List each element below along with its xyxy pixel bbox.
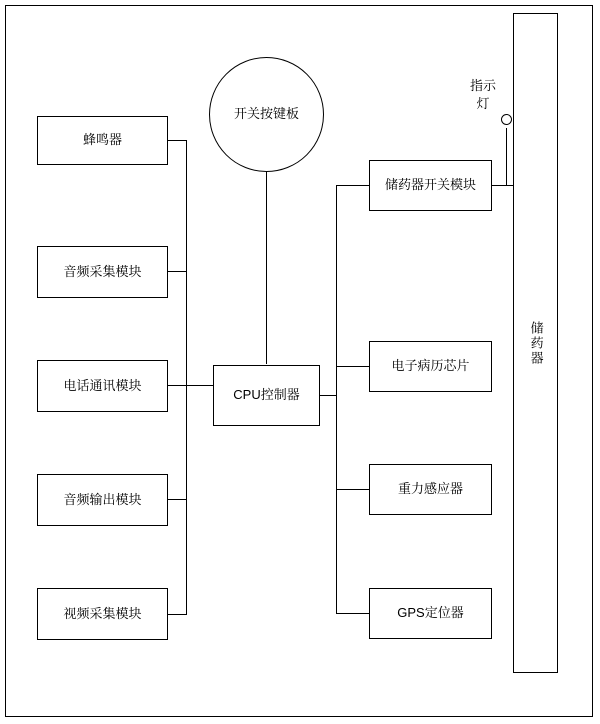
- gps-link: [336, 613, 369, 614]
- keypad-to-cpu-line: [266, 172, 267, 364]
- node-audio-output-label: 音频输出模块: [63, 491, 142, 507]
- indicator-lamp-icon: [501, 114, 512, 125]
- node-drug-switch-label: 储药器开关模块: [384, 177, 476, 193]
- phone-comm-link: [168, 385, 187, 386]
- node-keypad-label: 开关按键板: [233, 106, 299, 122]
- node-audio-capture[interactable]: [37, 246, 168, 298]
- node-audio-output[interactable]: [37, 474, 168, 526]
- node-gravity[interactable]: [369, 464, 492, 515]
- node-cpu[interactable]: [213, 365, 320, 426]
- node-audio-capture-label: 音频采集模块: [63, 263, 142, 279]
- right-bus-line: [336, 185, 337, 613]
- node-buzzer-label: 蜂鸣器: [82, 132, 122, 148]
- node-cpu-label: CPU控制器: [233, 387, 300, 403]
- left-bus-line: [186, 140, 187, 614]
- audio-capture-link: [168, 271, 187, 272]
- node-drug-box-label: 储药器: [528, 320, 544, 366]
- cpu-to-right-bus: [320, 395, 336, 396]
- node-record-chip-label: 电子病历芯片: [391, 358, 470, 374]
- node-video-capture[interactable]: [37, 588, 168, 640]
- node-video-capture-label: 视频采集模块: [63, 605, 142, 621]
- node-buzzer[interactable]: [37, 116, 168, 165]
- node-drug-box[interactable]: [513, 13, 558, 673]
- node-keypad[interactable]: [209, 57, 324, 172]
- drug-switch-link: [336, 185, 369, 186]
- node-phone-comm-label: 电话通讯模块: [63, 377, 142, 393]
- indicator-lead-line: [506, 128, 507, 185]
- gravity-link: [336, 489, 369, 490]
- node-gps-label: GPS定位器: [397, 605, 464, 621]
- node-gps[interactable]: [369, 588, 492, 639]
- node-record-chip[interactable]: [369, 341, 492, 392]
- record-chip-link: [336, 366, 369, 367]
- node-gravity-label: 重力感应器: [397, 481, 463, 497]
- audio-output-link: [168, 499, 187, 500]
- video-capture-link: [168, 614, 187, 615]
- drug-switch-to-box: [492, 185, 513, 186]
- indicator-label-line1: 指示: [469, 78, 496, 93]
- node-phone-comm[interactable]: [37, 360, 168, 412]
- indicator-label-line2: 灯: [476, 96, 490, 111]
- left-bus-to-cpu: [186, 385, 213, 386]
- buzzer-link: [168, 140, 187, 141]
- node-drug-switch[interactable]: [369, 160, 492, 211]
